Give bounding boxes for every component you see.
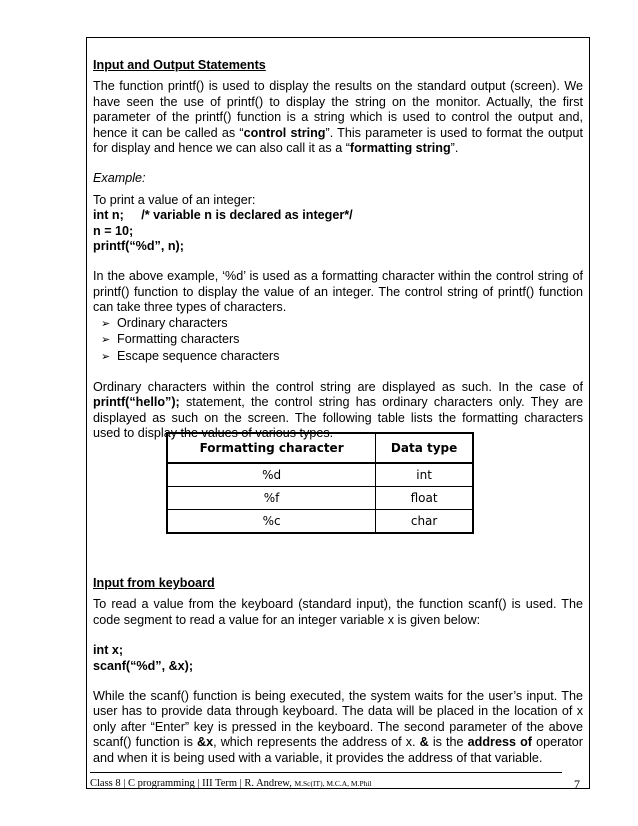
bold-text-segment: &	[419, 735, 429, 750]
table-cell: %f	[167, 487, 376, 510]
arrow-bullet-icon: ➢	[101, 350, 111, 363]
paragraph-format-explanation: In the above example, ‘%d’ is used as a formatting character within the control string of printf() function to display the value of an integer. The control string of printf() function can take three types of characters.	[93, 269, 583, 315]
section-keyboard-input	[93, 576, 583, 766]
example-intro: To print a value of an integer:	[93, 192, 256, 207]
heading-io-statements: Input and Output Statements	[93, 58, 266, 72]
arrow-bullet-icon: ➢	[101, 317, 111, 330]
list-item: ➢ Formatting characters	[101, 332, 583, 348]
table-cell: %d	[167, 463, 376, 487]
formatting-table	[166, 432, 474, 534]
bold-text-segment: printf(“hello”);	[93, 395, 180, 410]
text-segment: , which represents the address of x.	[213, 735, 420, 750]
text-segment: Ordinary characters within the control string are displayed as such. In the case of	[93, 379, 583, 394]
text-segment: While the scanf() function is being executed, the system waits for the user’s input. The user has to provide data through keyboard. The data will be placed in the location of x only after “Enter” key is pressed in the keyboard. The second parameter of the above scanf() function is	[93, 689, 583, 750]
table-row	[167, 510, 473, 534]
text-segment: is the	[428, 735, 468, 750]
table-row	[167, 463, 473, 487]
code-line: int n; /* variable n is declared as integer*/	[93, 208, 353, 223]
code-line: printf(“%d”, n);	[93, 239, 184, 254]
bold-text-segment: formatting string	[349, 141, 451, 156]
table-cell: char	[376, 510, 473, 534]
list-item: ➢ Ordinary characters	[101, 316, 583, 332]
text-segment: operator and when it is being used with a variable, it provides the address of that variable.	[93, 735, 583, 765]
footer-text: Class 8 | C programming | III Term | R. Andrew,	[90, 778, 295, 789]
code-line: n = 10;	[93, 223, 134, 238]
table-cell: %c	[167, 510, 376, 534]
table-row	[167, 487, 473, 510]
code-line: scanf(“%d”, &x);	[93, 658, 194, 673]
paragraph-printf-intro	[93, 79, 583, 156]
heading-keyboard-input: Input from keyboard	[93, 576, 215, 590]
bold-text-segment: control string	[243, 125, 326, 140]
section-io-statements	[93, 58, 583, 442]
paragraph-scanf-explanation	[93, 689, 583, 766]
footer-credentials: M.Sc(IT), M.C.A, M.Phil	[294, 779, 372, 788]
page-footer	[90, 778, 584, 789]
formatting-table-container	[166, 432, 474, 534]
text-segment: ”. This parameter is used to format the output for display and hence we can also call it as a “	[93, 125, 583, 156]
example-label: Example:	[93, 171, 146, 186]
text-segment: The function printf() is used to display the results on the standard output (screen). We have seen the use of printf() to display the string on the monitor. Actually, the first parameter of the printf() function is a string which is used to control the output and, hence it can be called as “	[93, 79, 583, 140]
footer-rule	[90, 772, 562, 773]
table-header-row	[167, 433, 473, 463]
character-types-list	[93, 316, 583, 365]
table-cell: float	[376, 487, 473, 510]
paragraph-scanf-intro: To read a value from the keyboard (standard input), the function scanf() is used. The code segment to read a value for an integer variable x is given below:	[93, 597, 583, 627]
text-segment: statement, the control string has ordinary characters only. They are displayed as such on the screen. The following table lists the formatting characters used to display the values of various types.	[93, 395, 583, 441]
table-header-cell: Formatting character	[167, 433, 376, 463]
list-item: ➢ Escape sequence characters	[101, 349, 583, 365]
bold-text-segment: &x	[197, 735, 214, 750]
table-header-cell: Data type	[376, 433, 473, 463]
code-line: int x;	[93, 643, 124, 658]
arrow-bullet-icon: ➢	[101, 334, 111, 347]
bold-text-segment: address of	[467, 735, 532, 750]
text-segment: ”.	[450, 141, 459, 156]
table-cell: int	[376, 463, 473, 487]
page-number: 7	[574, 777, 580, 791]
